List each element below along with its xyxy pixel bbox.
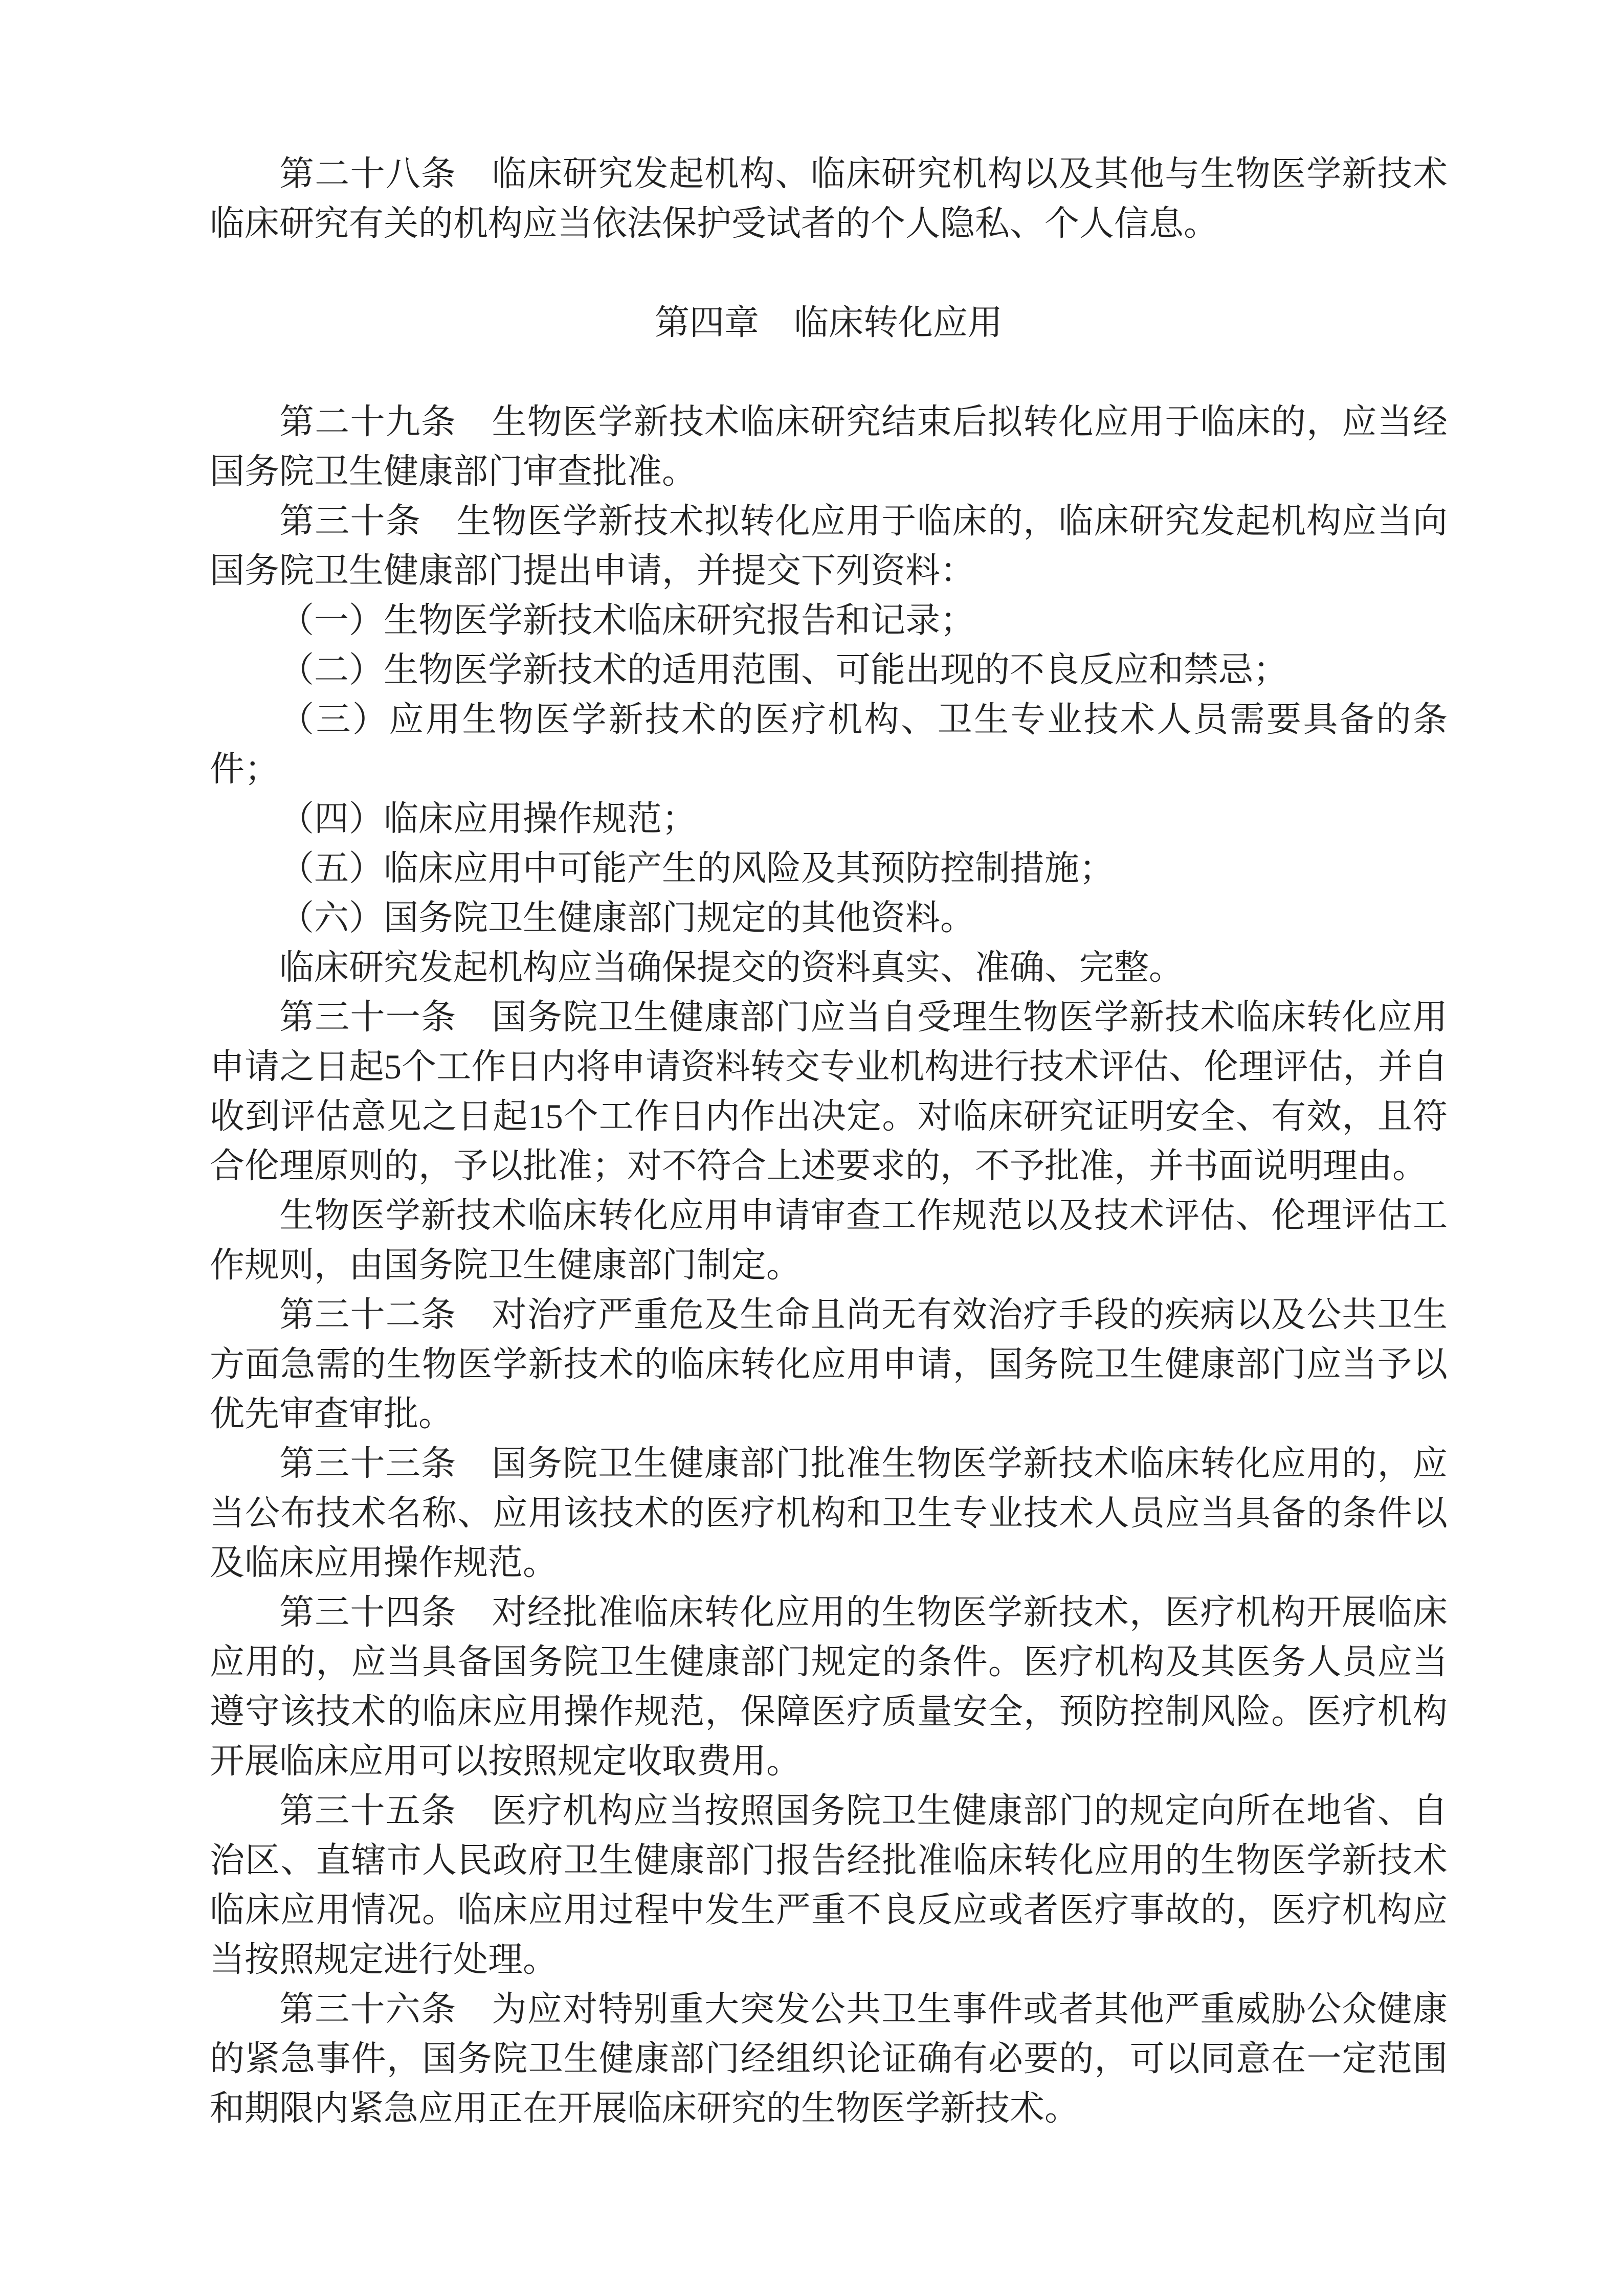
article-30-item-3: （三）应用生物医学新技术的医疗机构、卫生专业技术人员需要具备的条件； (210, 700, 1448, 789)
article-32-paragraph: 第三十二条 对治疗严重危及生命且尚无有效治疗手段的疾病以及公共卫生方面急需的生物医学新技术的临床转化应用申请，国务院卫生健康部门应当予以优先审查审批。 (210, 1295, 1448, 1433)
article-28-paragraph: 第二十八条 临床研究发起机构、临床研究机构以及其他与生物医学新技术临床研究有关的机构应当依法保护受试者的个人隐私、个人信息。 (210, 154, 1448, 243)
article-30-item-4: （四）临床应用操作规范； (279, 799, 697, 838)
article-30-intro-paragraph: 第三十条 生物医学新技术拟转化应用于临床的，临床研究发起机构应当向国务院卫生健康部门提出申请，并提交下列资料： (210, 502, 1448, 590)
chapter-4-heading: 第四章 临床转化应用 (654, 303, 1003, 342)
article-35-paragraph: 第三十五条 医疗机构应当按照国务院卫生健康部门的规定向所在地省、自治区、直辖市人民政府卫生健康部门报告经批准临床转化应用的生物医学新技术临床应用情况。临床应用过程中发生严重不良反应或者医疗事故的，医疗机构应当按照规定进行处理。 (210, 1791, 1448, 1979)
article-30-item-5: （五）临床应用中可能产生的风险及其预防控制措施； (279, 849, 1115, 888)
article-30-closing-paragraph: 临床研究发起机构应当确保提交的资料真实、准确、完整。 (279, 948, 1184, 987)
article-31-paragraph-2: 生物医学新技术临床转化应用申请审查工作规范以及技术评估、伦理评估工作规则，由国务院卫生健康部门制定。 (210, 1196, 1448, 1285)
article-30-item-1: （一）生物医学新技术临床研究报告和记录； (279, 601, 975, 640)
article-29-paragraph: 第二十九条 生物医学新技术临床研究结束后拟转化应用于临床的，应当经国务院卫生健康部门审查批准。 (210, 402, 1448, 491)
article-31-paragraph-1: 第三十一条 国务院卫生健康部门应当自受理生物医学新技术临床转化应用申请之日起5个工作日内将申请资料转交专业机构进行技术评估、伦理评估，并自收到评估意见之日起15个工作日内作出决定。对临床研究证明安全、有效，且符合伦理原则的，予以批准；对不符合上述要求的，不予批准，并书面说明理由。 (210, 998, 1448, 1185)
article-30-item-6: （六）国务院卫生健康部门规定的其他资料。 (279, 898, 975, 937)
article-34-paragraph: 第三十四条 对经批准临床转化应用的生物医学新技术，医疗机构开展临床应用的，应当具备国务院卫生健康部门规定的条件。医疗机构及其医务人员应当遵守该技术的临床应用操作规范，保障医疗质量安全，预防控制风险。医疗机构开展临床应用可以按照规定收取费用。 (210, 1593, 1448, 1781)
article-36-paragraph: 第三十六条 为应对特别重大突发公共卫生事件或者其他严重威胁公众健康的紧急事件，国务院卫生健康部门经组织论证确有必要的，可以同意在一定范围和期限内紧急应用正在开展临床研究的生物医学新技术。 (210, 1990, 1448, 2128)
article-30-item-2: （二）生物医学新技术的适用范围、可能出现的不良反应和禁忌； (279, 650, 1288, 689)
article-33-paragraph: 第三十三条 国务院卫生健康部门批准生物医学新技术临床转化应用的，应当公布技术名称、应用该技术的医疗机构和卫生专业技术人员应当具备的条件以及临床应用操作规范。 (210, 1444, 1448, 1582)
